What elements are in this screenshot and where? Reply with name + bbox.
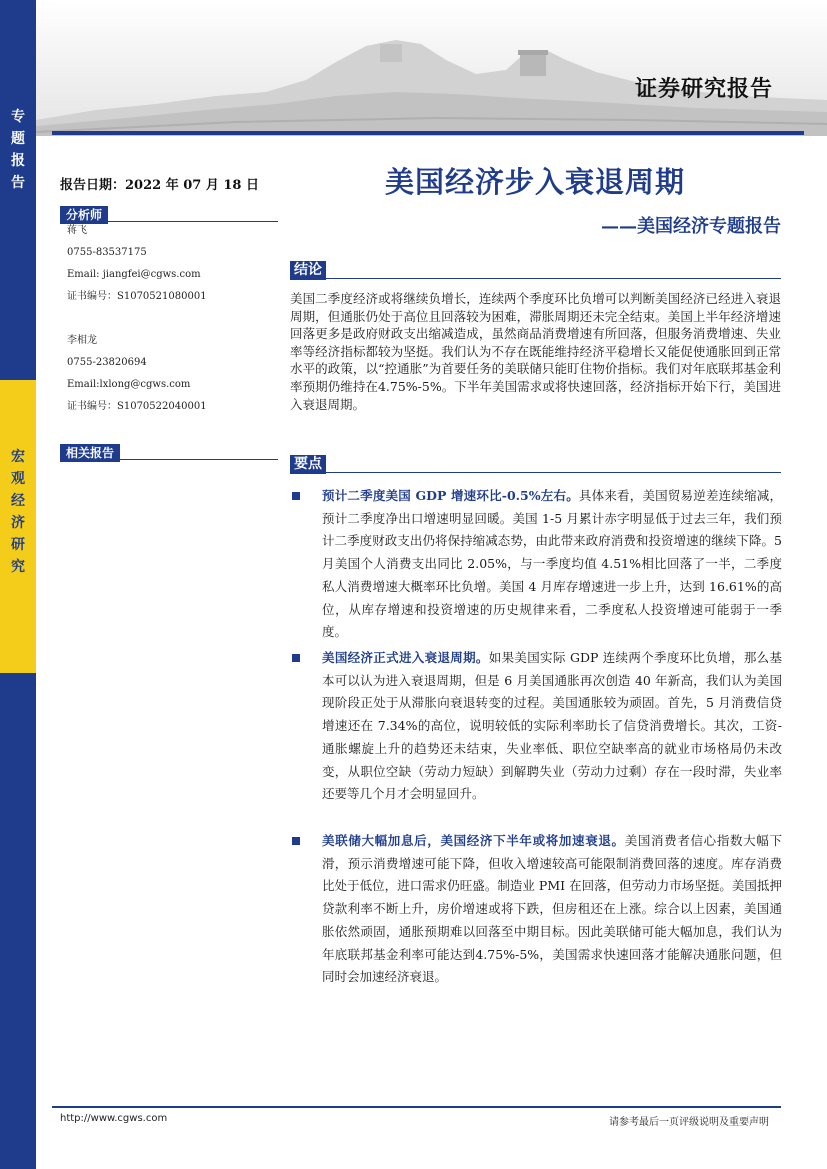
key-point-headline: 美联储大幅加息后，美国经济下半年或将加速衰退。 xyxy=(322,833,625,848)
related-reports-label: 相关报告 xyxy=(60,444,120,462)
analyst-email[interactable]: Email:lxlong@cgws.com xyxy=(67,379,191,390)
key-point-item xyxy=(292,647,782,806)
analyst-cert: 证书编号：S1070522040001 xyxy=(67,401,207,412)
related-reports-header xyxy=(60,442,278,460)
conclusion-section-header xyxy=(290,259,781,279)
analyst-email[interactable]: Email: jiangfei@cgws.com xyxy=(67,269,201,280)
key-points-section-header xyxy=(290,453,781,473)
report-subtitle: ——美国经济专题报告 xyxy=(601,216,781,237)
footer-disclaimer: 请参考最后一页评级说明及重要声明 xyxy=(609,1117,769,1128)
conclusion-text: 美国二季度经济或将继续负增长，连续两个季度环比负增可以判断美国经济已经进入衰退周期，但通胀仍处于高位且回落较为困难，滞胀周期还未完全结束。美国上半年经济增速回落更多是政府财政支出缩减造成，虽然商品消费增速有所回落，但服务消费增速、失业率等经济指标都较为坚挺。我们认为不存在既能维持经济平稳增长又能促使通胀回到正常水平的政策，以“控通胀”为首要任务的美联储只能盯住物价指标。我们对年底联邦基金利率预期仍维持在4.75%-5%。下半年美国需求或将快速回落，经济指标开始下行，美国进入衰退周期。 xyxy=(290,291,781,412)
square-bullet-icon xyxy=(292,837,300,845)
key-point-body: 具体来看，美国贸易逆差连续缩减，预计二季度净出口增速明显回暖。美国 1-5 月累计赤字明显低于过去三年，我们预计二季度财政支出仍将保持缩减态势，由此带来政府消费和投资增速的继续下降。5 月美国个人消费支出同比 2.05%，与一季度均值 4.51%相比回落了一半，二季度私人消费增速大概率环比负增。美国 4 月库存增速进一步上升，达到 16.61%的高位，从库存增速和投资增速的历史规律来看，二季度私人投资增速可能弱于一季度。 xyxy=(322,488,782,640)
key-point-headline: 美国经济正式进入衰退周期。 xyxy=(322,650,489,665)
key-point-text xyxy=(322,647,782,806)
report-title: 美国经济步入衰退周期 xyxy=(384,165,685,199)
analyst-section-label: 分析师 xyxy=(60,206,108,224)
analyst-name: 李相龙 xyxy=(67,335,97,346)
analyst-phone: 0755-23820694 xyxy=(67,357,147,368)
footer-divider xyxy=(52,1106,781,1108)
header-divider xyxy=(52,131,804,135)
sidebar-bottom-band xyxy=(0,673,36,1169)
analyst-card xyxy=(67,220,207,308)
square-bullet-icon xyxy=(292,492,300,500)
sidebar-report-category: 专 题 报 告 xyxy=(11,109,25,191)
analyst-phone: 0755-83537175 xyxy=(67,247,147,258)
sidebar-research-category: 宏 观 经 济 研 究 xyxy=(11,449,25,575)
key-point-body: 美国消费者信心指数大幅下滑，预示消费增速可能下降，但收入增速较高可能限制消费回落的速度。库存消费比处于低位，进口需求仍旺盛。制造业 PMI 在回落，但劳动力市场坚挺。美国抵押贷款利率不断上升，房价增速或将下跌，但房租还在上涨。综合以上因素，美国通胀依然顽固，通胀预期难以回落至中期目标。因此美联储可能大幅加息，我们认为年底联邦基金利率可能达到4.75%-5%，美国需求快速回落才能解决通胀问题，但同时会加速经济衰退。 xyxy=(322,833,782,985)
footer-website-link[interactable]: http://www.cgws.com xyxy=(60,1113,168,1124)
key-point-body: 如果美国实际 GDP 连续两个季度环比负增，那么基本可以认为进入衰退周期，但是 6 月美国通胀再次创造 40 年新高，我们认为美国现阶段正处于从滞胀向衰退转变的过程。美国通胀较为顽固。首先，5 月消费信贷增速还在 7.34%的高位，说明较低的实际利率助长了信贷消费增长。其次，工资-通胀螺旋上升的趋势还未结束，失业率低、职位空缺率高的就业市场格局仍未改变，从职位空缺（劳动力短缺）到解聘失业（劳动力过剩）存在一段时滞，失业率还要等几个月才会明显回升。 xyxy=(322,650,782,802)
key-point-headline: 预计二季度美国 GDP 增速环比-0.5%左右。 xyxy=(322,488,579,503)
key-point-text xyxy=(322,485,782,644)
analyst-cert: 证书编号：S1070521080001 xyxy=(67,291,207,302)
key-point-text xyxy=(322,830,782,989)
key-point-item xyxy=(292,485,782,644)
header-banner xyxy=(36,0,827,136)
conclusion-label: 结论 xyxy=(290,261,326,280)
report-type-label: 证券研究报告 xyxy=(634,76,773,102)
analyst-name: 蒋飞 xyxy=(67,225,87,236)
great-wall-illustration xyxy=(36,0,827,136)
square-bullet-icon xyxy=(292,654,300,662)
report-date: 报告日期：2022 年 07 月 18 日 xyxy=(60,178,259,193)
key-points-label: 要点 xyxy=(290,455,326,474)
analyst-card xyxy=(67,330,207,418)
key-point-item xyxy=(292,830,782,989)
